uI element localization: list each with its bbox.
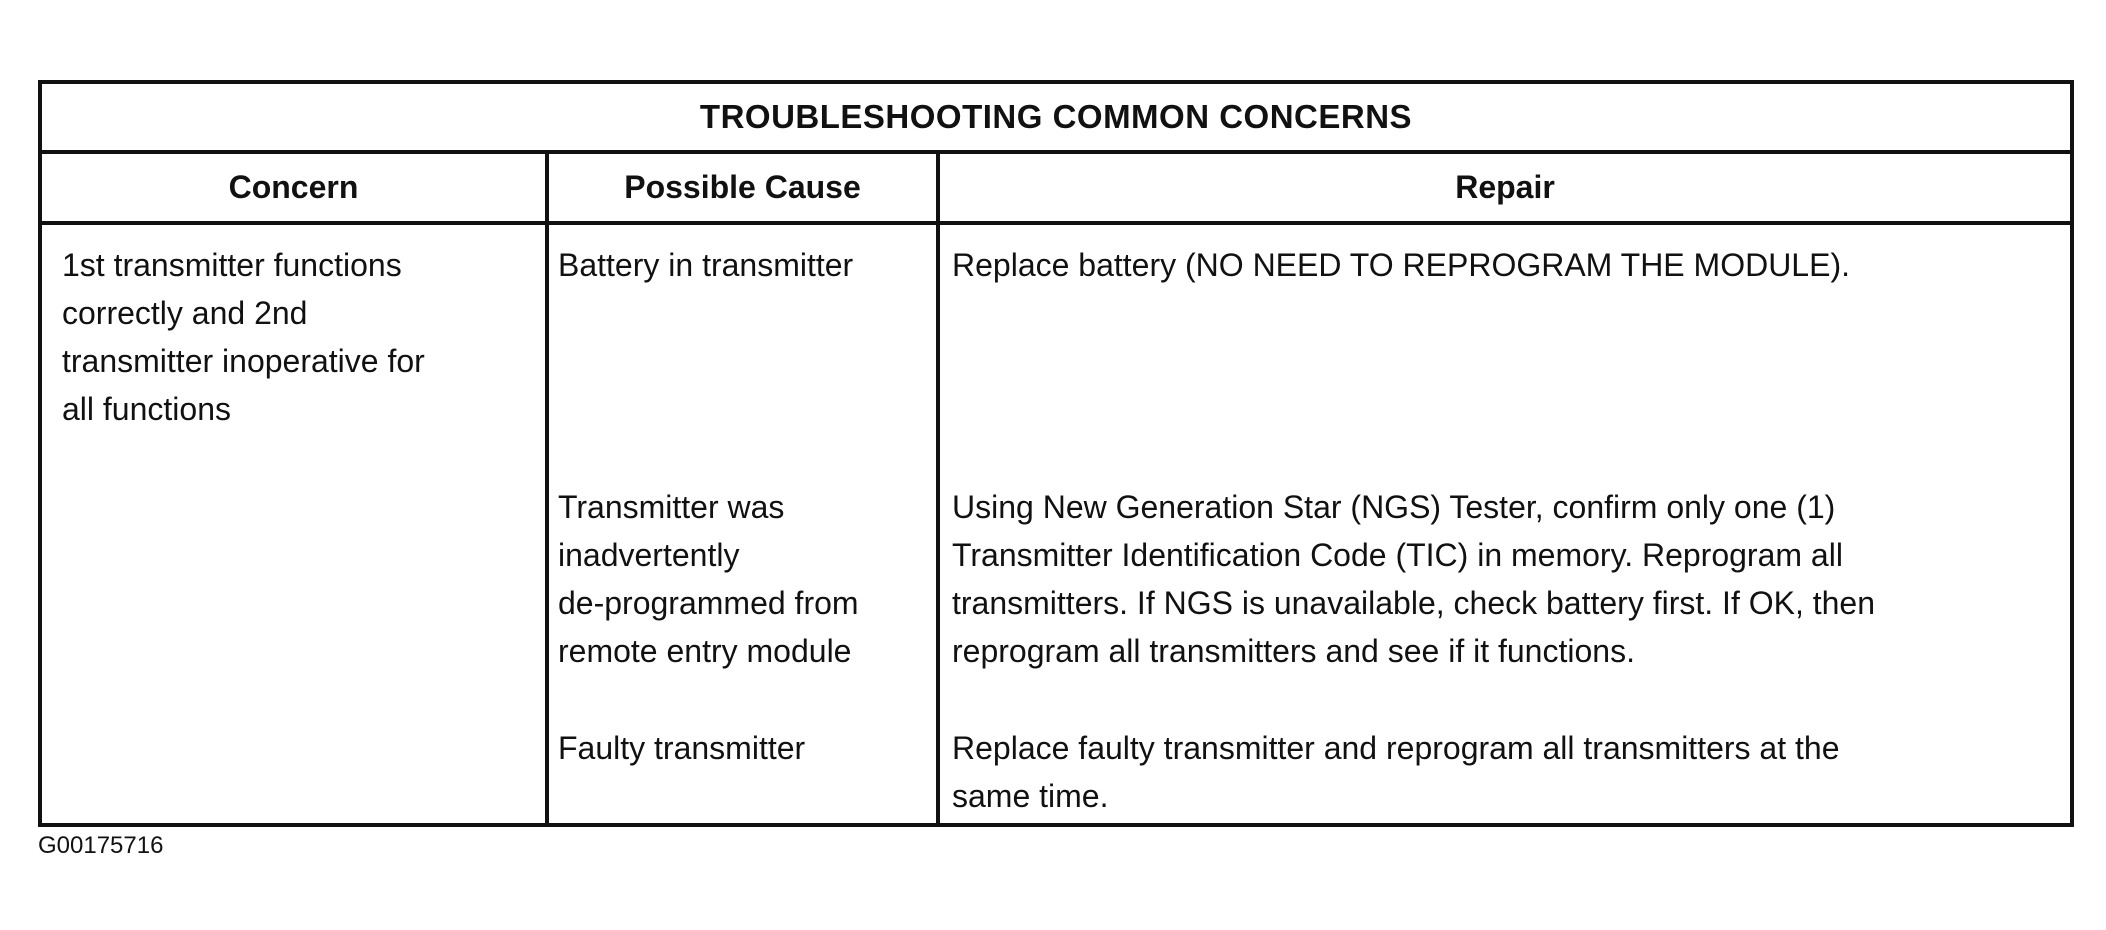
cause-cell-3: Faulty transmitter [558,730,806,766]
header-possible-cause: Possible Cause [624,169,861,205]
repair-cell-1: Replace battery (NO NEED TO REPROGRAM THE MODULE). [952,247,1850,283]
table-title: TROUBLESHOOTING COMMON CONCERNS [42,84,2070,154]
figure-id-label: G00175716 [38,832,164,859]
column-divider-2 [936,154,940,827]
repair-cell-2: Using New Generation Star (NGS) Tester, confirm only one (1) Transmitter Identification Code (TIC) in memory. Reprogram all transmitters. If NGS is unavailable, check battery first. If OK, then reprogram all transmitters and see if it functions. [952,489,1876,669]
column-divider-1 [545,154,549,827]
concern-cell: 1st transmitter functions correctly and 2nd transmitter inoperative for all functions [62,247,425,427]
table-header-row [42,154,2070,225]
cause-cell-2: Transmitter was inadvertently de-programmed from remote entry module [558,489,859,669]
header-concern: Concern [228,169,359,205]
cause-cell-1: Battery in transmitter [558,247,854,283]
header-repair: Repair [1455,169,1555,205]
troubleshooting-table [38,80,2074,827]
repair-cell-3: Replace faulty transmitter and reprogram all transmitters at the same time. [952,730,1840,814]
